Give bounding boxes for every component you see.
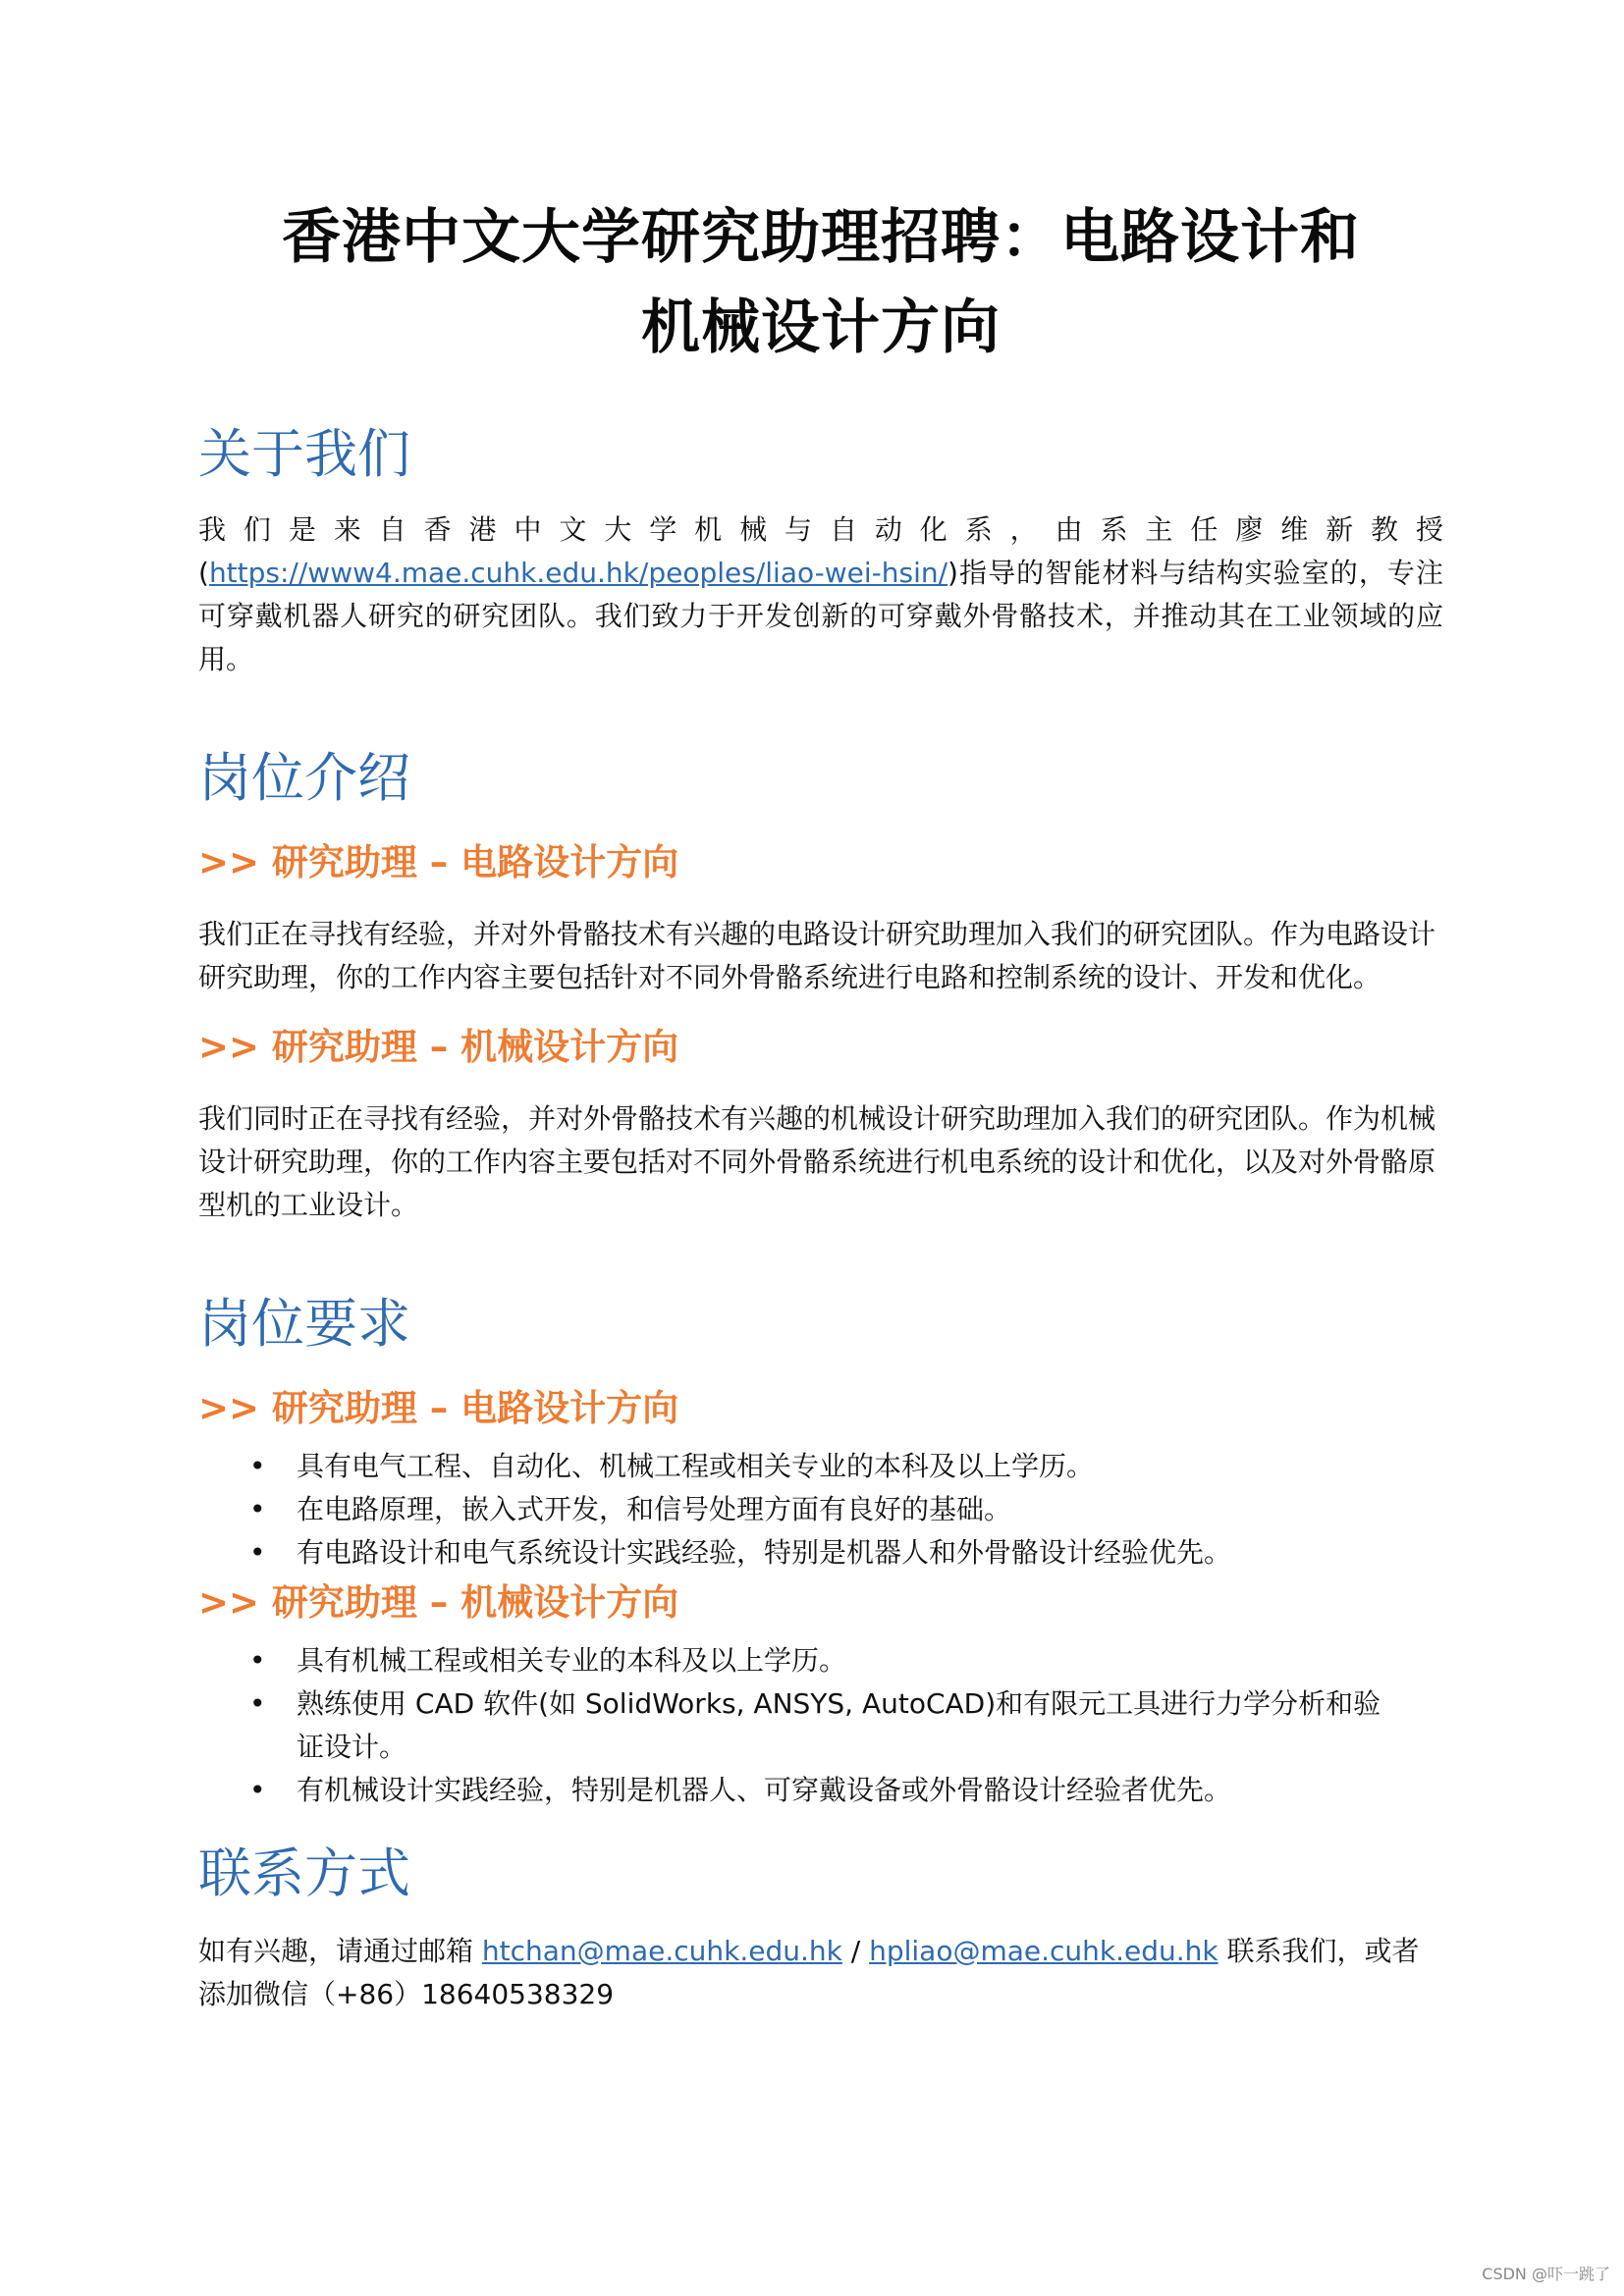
email-link-hpliao[interactable]: hpliao@mae.cuhk.edu.hk <box>869 1935 1218 1967</box>
bullet-icon: • <box>249 1493 266 1525</box>
positions-mechanical-description: 我们同时正在寻找有经验，并对外骨骼技术有兴趣的机械设计研究助理加入我们的研究团队。作为机械设计研究助理，你的工作内容主要包括对不同外骨骼系统进行机电系统的设计和优化，以及对外骨骼原型机的工业设计。 <box>198 1102 1436 1221</box>
list-item <box>198 1769 1443 1812</box>
positions-circuit-title: >> 研究助理 – 电路设计方向 <box>198 841 679 883</box>
about-text-after-link: )指导的智能材料与结构实验室的，专注可穿戴机器人研究的研究团队。我们致力于开发创新的可穿戴外骨骼技术，并推动其在工业领域的应用。 <box>198 557 1443 675</box>
professor-profile-link[interactable]: https://www4.mae.cuhk.edu.hk/peoples/liao-wei-hsin/ <box>208 557 948 589</box>
bullet-icon: • <box>249 1450 266 1482</box>
list-item <box>198 1445 1443 1488</box>
about-heading: 关于我们 <box>198 423 410 485</box>
about-text-before-link: 我们是来自香港中文大学机械与自动化系，由系主任廖维新教授( <box>198 513 1443 589</box>
list-item <box>198 1531 1443 1575</box>
positions-heading: 岗位介绍 <box>198 747 410 809</box>
bullet-icon: • <box>249 1644 266 1677</box>
list-item-text: 具有机械工程或相关专业的本科及以上学历。 <box>297 1644 847 1677</box>
email-link-htchan[interactable]: htchan@mae.cuhk.edu.hk <box>481 1935 842 1967</box>
document-content <box>198 192 1443 2016</box>
bullet-icon: • <box>249 1687 266 1720</box>
contact-text-before: 如有兴趣，请通过邮箱 <box>198 1935 482 1967</box>
contact-paragraph <box>198 1930 1443 2016</box>
about-paragraph <box>198 508 1443 681</box>
bullet-icon: • <box>249 1536 266 1569</box>
requirements-circuit-list <box>198 1445 1443 1575</box>
requirements-heading: 岗位要求 <box>198 1293 410 1355</box>
list-item-text: 有电路设计和电气系统设计实践经验，特别是机器人和外骨骼设计经验优先。 <box>297 1536 1232 1569</box>
requirements-circuit-title: >> 研究助理 – 电路设计方向 <box>198 1387 679 1429</box>
email-separator: / <box>841 1935 870 1967</box>
requirements-mechanical-list <box>198 1639 1443 1812</box>
document-title-line-2: 机械设计方向 <box>641 294 1001 362</box>
positions-circuit-description: 我们正在寻找有经验，并对外骨骼技术有兴趣的电路设计研究助理加入我们的研究团队。作为电路设计研究助理，你的工作内容主要包括针对不同外骨骼系统进行电路和控制系统的设计、开发和优化。 <box>198 918 1436 993</box>
list-item-text: 熟练使用 CAD 软件(如 SolidWorks, ANSYS, AutoCAD)和有限元工具进行力学分析和验证设计。 <box>297 1687 1381 1763</box>
document-title <box>198 192 1443 373</box>
list-item <box>198 1488 1443 1531</box>
document-title-line-1: 香港中文大学研究助理招聘：电路设计和 <box>282 203 1360 272</box>
contact-text-after: 联系我们，或者添加微信（+86）18640538329 <box>198 1935 1420 2010</box>
csdn-watermark: CSDN @吓一跳了 <box>1482 2265 1610 2283</box>
list-item <box>198 1682 1443 1769</box>
list-item <box>198 1639 1443 1682</box>
bullet-icon: • <box>249 1774 266 1806</box>
requirements-mechanical-title: >> 研究助理 – 机械设计方向 <box>198 1581 679 1624</box>
list-item-text: 有机械设计实践经验，特别是机器人、可穿戴设备或外骨骼设计经验者优先。 <box>297 1774 1232 1806</box>
list-item-text: 在电路原理，嵌入式开发，和信号处理方面有良好的基础。 <box>297 1493 1012 1525</box>
positions-mechanical-title: >> 研究助理 – 机械设计方向 <box>198 1026 679 1068</box>
contact-heading: 联系方式 <box>198 1842 410 1904</box>
list-item-text: 具有电气工程、自动化、机械工程或相关专业的本科及以上学历。 <box>297 1450 1095 1482</box>
